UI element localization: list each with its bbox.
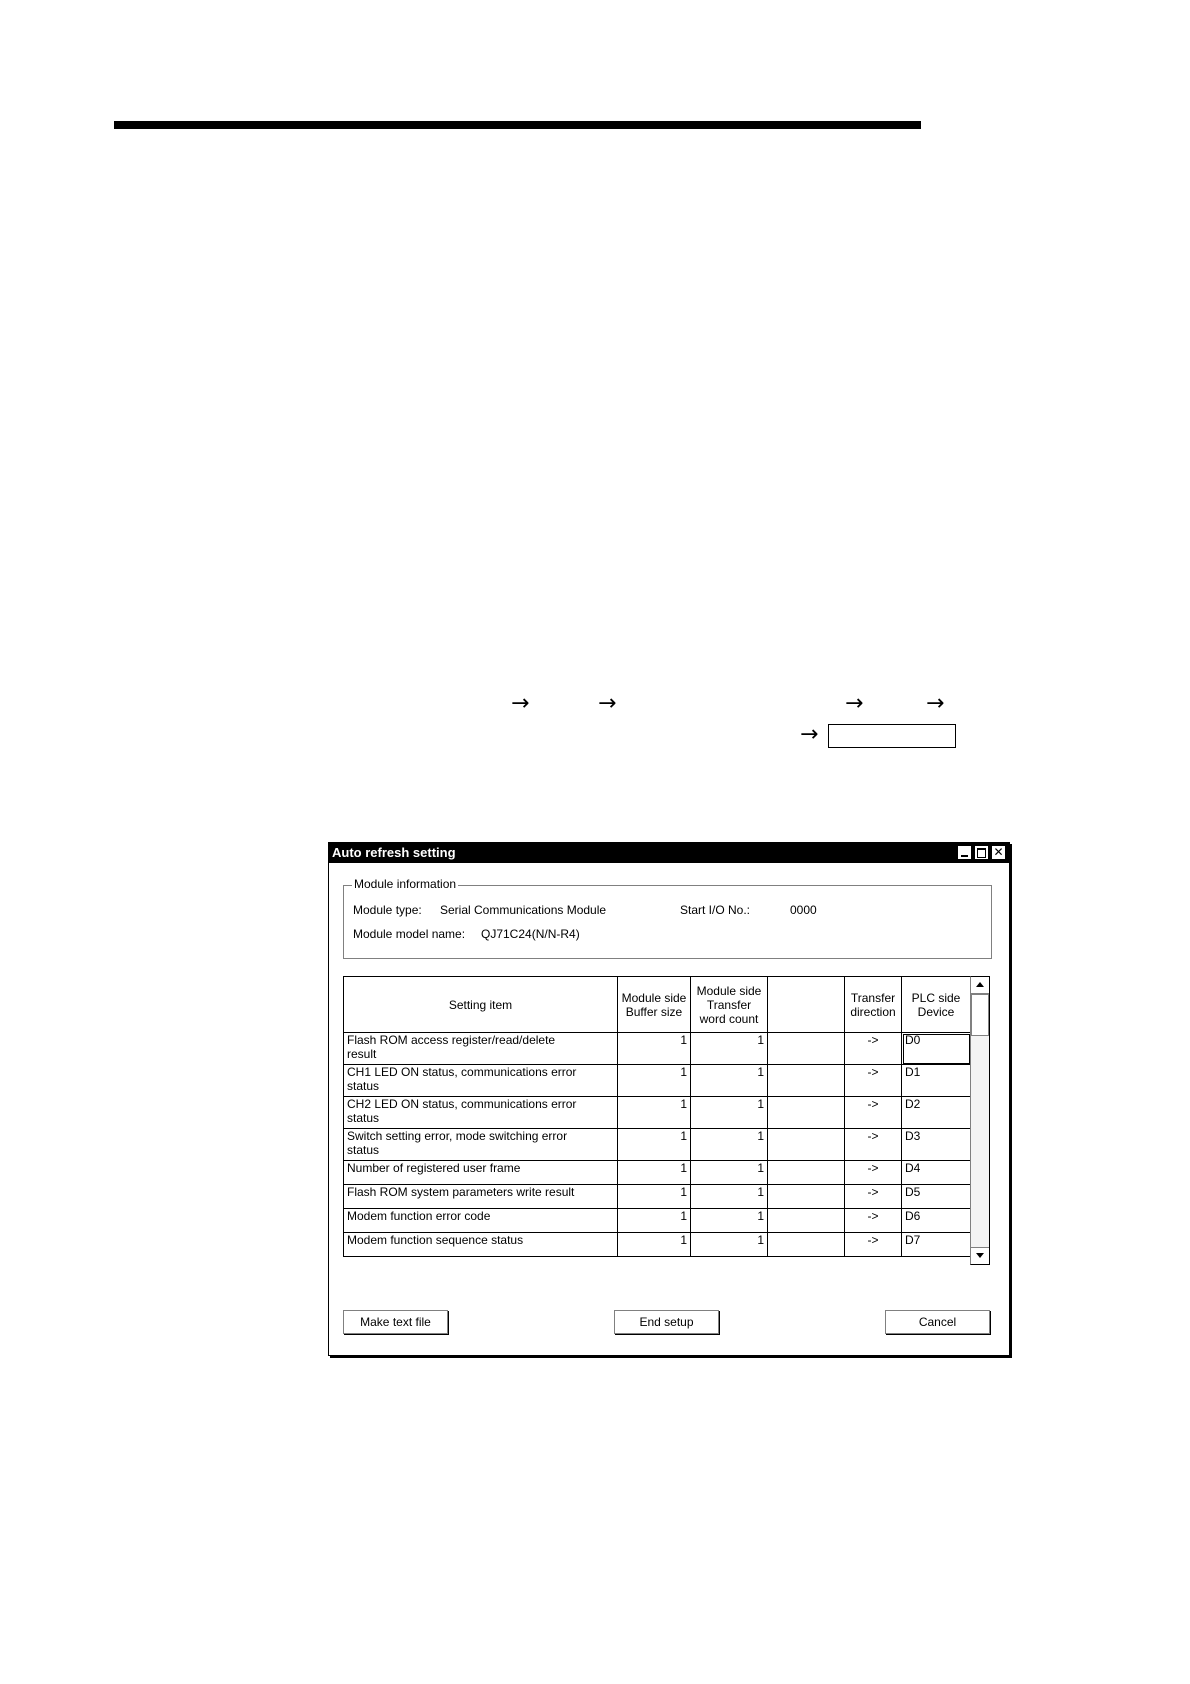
blank-cell (768, 1233, 845, 1257)
buffer-size-cell: 1 (618, 1161, 691, 1185)
plc-device-cell[interactable]: D5 (902, 1185, 971, 1209)
word-count-cell: 1 (691, 1161, 768, 1185)
setting-item-cell: Number of registered user frame (344, 1161, 618, 1185)
cancel-button[interactable]: Cancel (885, 1310, 990, 1334)
scroll-up-icon[interactable] (971, 977, 989, 994)
setting-item-cell: Switch setting error, mode switching error status (344, 1129, 618, 1161)
word-count-cell: 1 (691, 1097, 768, 1129)
scrollbar-thumb[interactable] (971, 994, 989, 1036)
word-count-cell: 1 (691, 1033, 768, 1065)
table-row (344, 1185, 971, 1209)
direction-cell: -> (845, 1033, 902, 1065)
buffer-size-cell: 1 (618, 1233, 691, 1257)
buffer-size-cell: 1 (618, 1097, 691, 1129)
minimize-icon[interactable] (957, 845, 972, 860)
word-count-cell: 1 (691, 1065, 768, 1097)
buffer-size-cell: 1 (618, 1129, 691, 1161)
word-count-cell: 1 (691, 1185, 768, 1209)
module-type-label: Module type: (353, 903, 422, 917)
blank-cell (768, 1065, 845, 1097)
arrow-icon: → (926, 691, 945, 716)
setting-item-cell: Flash ROM system parameters write result (344, 1185, 618, 1209)
scroll-down-icon[interactable] (971, 1247, 989, 1264)
arrow-icon: → (845, 691, 864, 716)
auto-refresh-grid (343, 976, 990, 1264)
menu-button-box (828, 724, 956, 748)
table-row (344, 1065, 971, 1097)
word-count-cell: 1 (691, 1233, 768, 1257)
buffer-size-cell: 1 (618, 1209, 691, 1233)
table-row (344, 1161, 971, 1185)
table-row (344, 1097, 971, 1129)
word-count-cell: 1 (691, 1129, 768, 1161)
auto-refresh-dialog (328, 842, 1010, 1356)
blank-cell (768, 1097, 845, 1129)
buffer-size-cell: 1 (618, 1065, 691, 1097)
arrow-icon: → (511, 691, 530, 716)
setting-item-cell: CH1 LED ON status, communications error status (344, 1065, 618, 1097)
direction-cell: -> (845, 1065, 902, 1097)
end-setup-button[interactable]: End setup (614, 1310, 719, 1334)
blank-cell (768, 1185, 845, 1209)
arrow-icon: → (598, 691, 617, 716)
plc-device-cell[interactable]: D4 (902, 1161, 971, 1185)
plc-device-cell[interactable]: D0 (902, 1033, 971, 1065)
setting-item-cell: Modem function error code (344, 1209, 618, 1233)
direction-cell: -> (845, 1161, 902, 1185)
direction-cell: -> (845, 1185, 902, 1209)
plc-device-cell[interactable]: D7 (902, 1233, 971, 1257)
setting-item-cell: Modem function sequence status (344, 1233, 618, 1257)
table-row (344, 1033, 971, 1065)
header-plc-device: PLC side Device (902, 977, 971, 1033)
direction-cell: -> (845, 1097, 902, 1129)
module-model-label: Module model name: (353, 927, 466, 941)
plc-device-cell[interactable]: D6 (902, 1209, 971, 1233)
plc-device-cell[interactable]: D2 (902, 1097, 971, 1129)
plc-device-cell[interactable]: D1 (902, 1065, 971, 1097)
table-row (344, 1233, 971, 1257)
buffer-size-cell: 1 (618, 1033, 691, 1065)
module-information-group (343, 877, 992, 959)
header-buffer-size: Module side Buffer size (618, 977, 691, 1033)
word-count-cell: 1 (691, 1209, 768, 1233)
direction-cell: -> (845, 1209, 902, 1233)
header-setting-item: Setting item (344, 977, 618, 1033)
setting-item-cell: CH2 LED ON status, communications error status (344, 1097, 618, 1129)
plc-device-cell[interactable]: D3 (902, 1129, 971, 1161)
settings-table (343, 976, 971, 1257)
blank-cell (768, 1033, 845, 1065)
group-legend: Module information (354, 877, 457, 891)
titlebar (329, 843, 1009, 863)
close-icon[interactable]: ✕ (991, 845, 1006, 860)
header-blank (768, 977, 845, 1033)
blank-cell (768, 1209, 845, 1233)
header-word-count: Module side Transfer word count (691, 977, 768, 1033)
direction-cell: -> (845, 1233, 902, 1257)
start-io-label: Start I/O No.: (680, 903, 751, 917)
vertical-scrollbar[interactable] (970, 976, 990, 1265)
table-header-row (344, 977, 971, 1033)
table-row (344, 1129, 971, 1161)
blank-cell (768, 1161, 845, 1185)
top-rule (114, 121, 921, 129)
make-text-file-button[interactable]: Make text file (343, 1310, 448, 1334)
direction-cell: -> (845, 1129, 902, 1161)
header-transfer-direction: Transfer direction (845, 977, 902, 1033)
module-type-value: Serial Communications Module (440, 903, 607, 917)
blank-cell (768, 1129, 845, 1161)
start-io-value: 0000 (790, 903, 817, 917)
maximize-icon[interactable] (974, 845, 989, 860)
buffer-size-cell: 1 (618, 1185, 691, 1209)
table-row (344, 1209, 971, 1233)
arrow-icon: → (800, 722, 819, 747)
module-model-value: QJ71C24(N/N-R4) (481, 927, 580, 941)
dialog-title: Auto refresh setting (332, 845, 456, 860)
setting-item-cell: Flash ROM access register/read/delete result (344, 1033, 618, 1065)
